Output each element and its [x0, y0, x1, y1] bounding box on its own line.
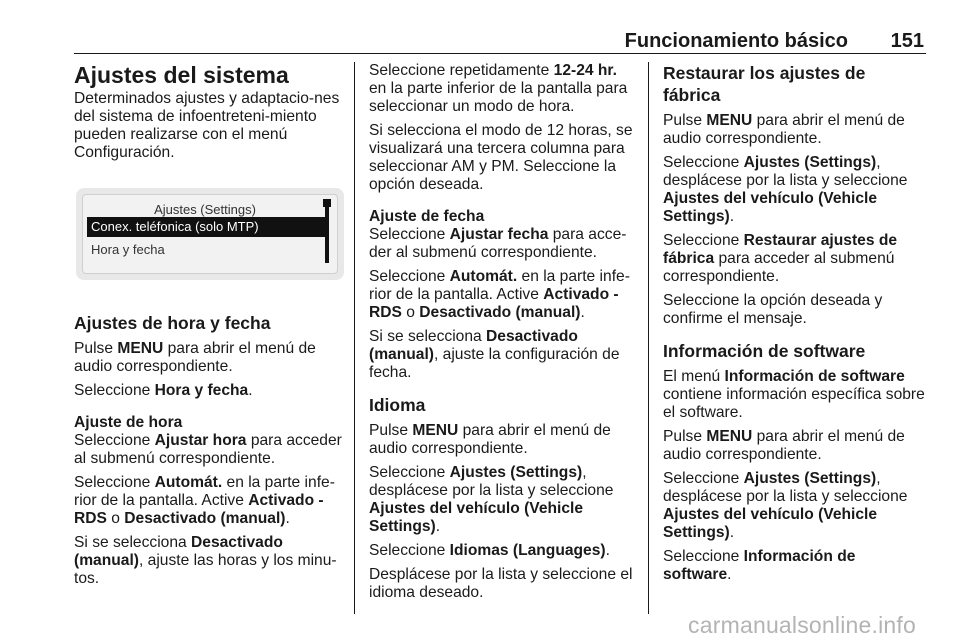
paragraph: Seleccione Ajustes (Settings), desplácese por la lista y seleccione Ajustes del vehículo (Vehicle Settings). — [369, 464, 614, 535]
subheading-time: Ajuste de hora — [74, 414, 183, 431]
column-divider — [354, 62, 355, 614]
paragraph: Desplácese por la lista y seleccione el idioma deseado. — [369, 566, 633, 601]
heading-language: Idioma — [369, 395, 426, 415]
paragraph: Pulse MENU para abrir el menú de audio correspondiente. — [663, 428, 905, 463]
intro-paragraph: Determinados ajustes y adaptacio-nes del sistema de infoentreteni-miento pueden realizarse con el menú Configuración. — [74, 90, 340, 161]
page-header — [74, 14, 926, 54]
watermark: carmanualsonline.info — [688, 612, 916, 638]
column-divider — [648, 62, 649, 614]
display-scroll-thumb — [323, 199, 331, 207]
paragraph: Seleccione Restaurar ajustes de fábrica para acceder al submenú correspondiente. — [663, 232, 898, 285]
paragraph: Seleccione Ajustes (Settings), desplácese por la lista y seleccione Ajustes del vehículo (Vehicle Settings). — [663, 154, 908, 225]
display-panel — [82, 194, 338, 274]
paragraph: Pulse MENU para abrir el menú de audio correspondiente. — [369, 422, 611, 457]
paragraph: Si selecciona el modo de 12 horas, se visualizará una tercera columna para seleccionar AM y PM. Seleccione la opción deseada. — [369, 122, 633, 193]
heading-factory-reset: Restaurar los ajustes de fábrica — [663, 63, 866, 105]
paragraph: Seleccione repetidamente 12-24 hr. en la parte inferior de la pantalla para seleccionar un modo de hora. — [369, 62, 628, 115]
display-menu-item: Hora y fecha — [91, 242, 165, 257]
column-1 — [74, 62, 346, 594]
main-heading: Ajustes del sistema — [74, 62, 289, 88]
paragraph: Seleccione Automát. en la parte infe-rior de la pantalla. Active Activado - RDS o Desactivado (manual). — [74, 474, 335, 527]
paragraph: El menú Información de software contiene información específica sobre el software. — [663, 368, 925, 421]
paragraph: Seleccione Ajustar hora para acceder al submenú correspondiente. — [74, 432, 342, 467]
paragraph: Pulse MENU para abrir el menú de audio correspondiente. — [663, 112, 905, 147]
heading-software-info: Información de software — [663, 341, 866, 361]
paragraph: Seleccione Ajustes (Settings), desplácese por la lista y seleccione Ajustes del vehículo (Vehicle Settings). — [663, 470, 908, 541]
column-2 — [369, 62, 635, 608]
page-number: 151 — [890, 30, 924, 52]
subheading-date: Ajuste de fecha — [369, 208, 485, 225]
paragraph: Seleccione Automát. en la parte infe-rior de la pantalla. Active Activado - RDS o Desactivado (manual). — [369, 268, 630, 321]
paragraph: Si se selecciona Desactivado (manual), ajuste las horas y los minu-tos. — [74, 534, 337, 587]
paragraph: Seleccione Idiomas (Languages). — [369, 542, 610, 559]
paragraph: Seleccione la opción deseada y confirme el mensaje. — [663, 292, 883, 327]
paragraph: Seleccione Hora y fecha. — [74, 382, 253, 399]
paragraph: Seleccione Ajustar fecha para acce-der al submenú correspondiente. — [369, 226, 627, 261]
display-title: Ajustes (Settings) — [154, 202, 256, 217]
paragraph: Seleccione Información de software. — [663, 548, 856, 583]
paragraph: Pulse MENU para abrir el menú de audio correspondiente. — [74, 340, 316, 375]
display-scrollbar — [325, 201, 329, 263]
display-selected-item: Conex. teléfonica (solo MTP) — [87, 217, 327, 237]
heading-time-date: Ajustes de hora y fecha — [74, 313, 271, 333]
column-3 — [663, 62, 927, 590]
section-title: Funcionamiento básico — [624, 30, 848, 52]
display-screenshot — [76, 188, 344, 280]
paragraph: Si se selecciona Desactivado (manual), ajuste la configuración de fecha. — [369, 328, 620, 381]
